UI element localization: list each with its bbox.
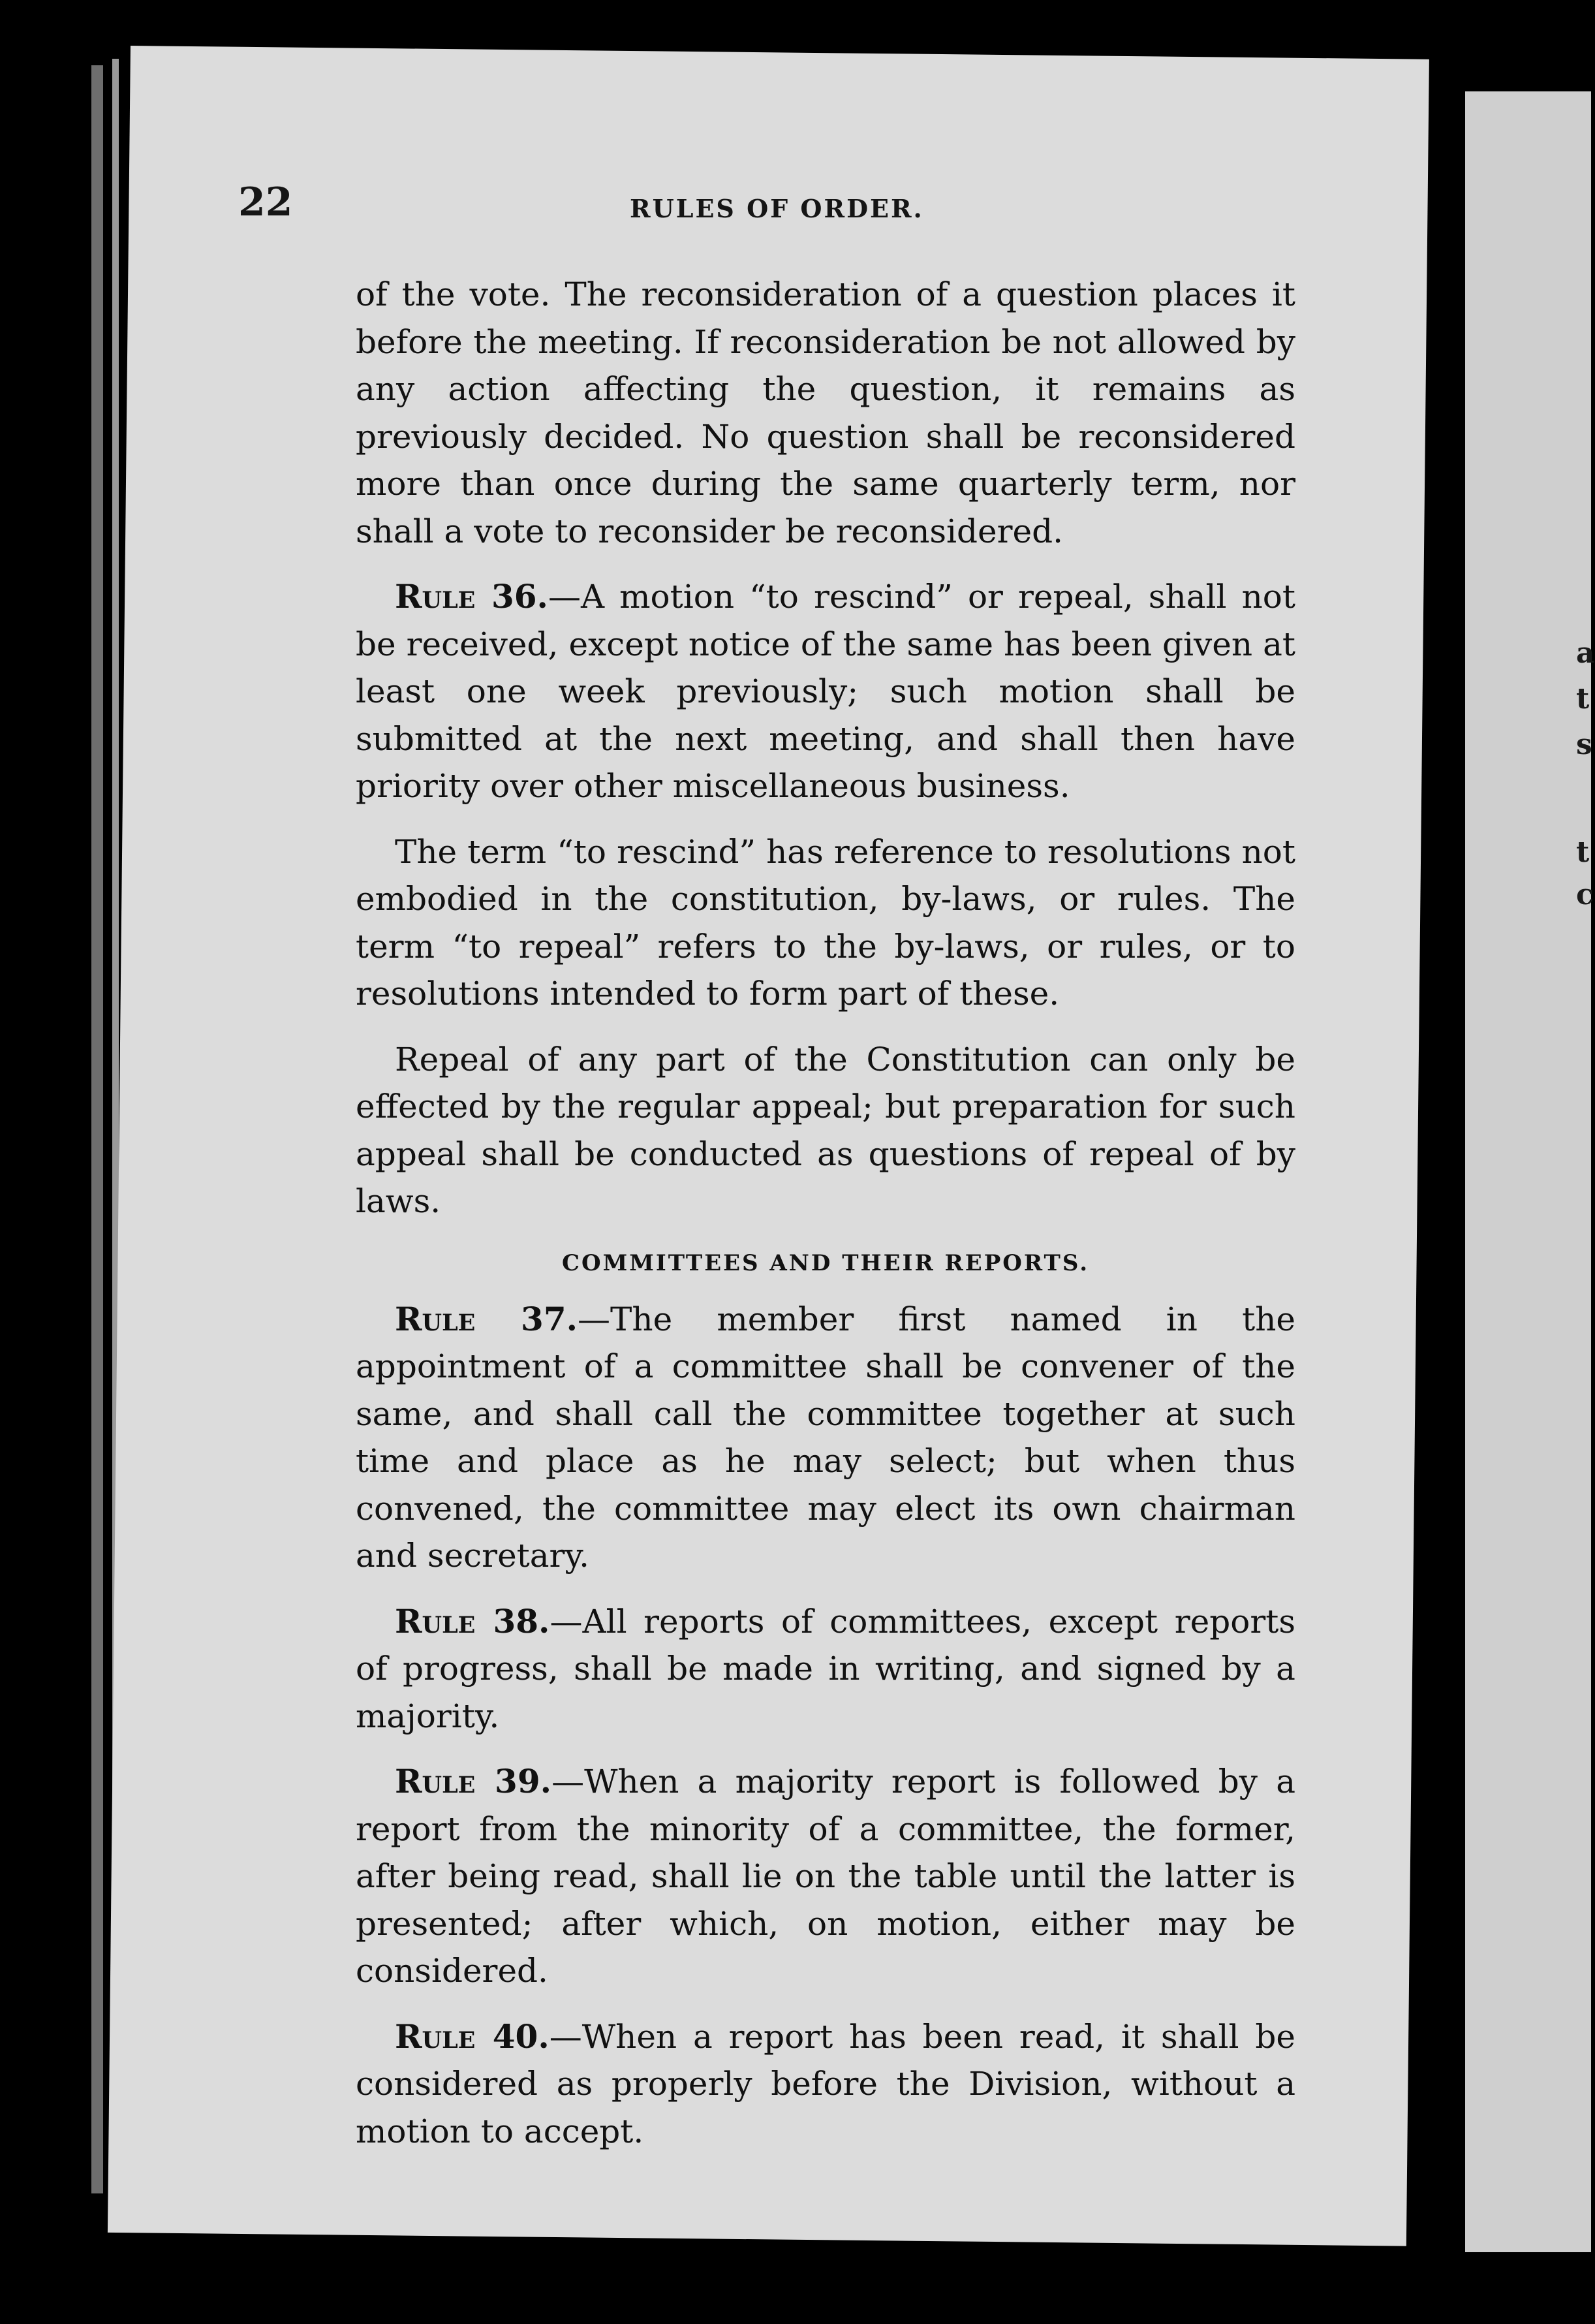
rule-36-label: Rule 36. [395, 577, 548, 616]
rule-40-text: —When a report has been read, it shall be considered as properly before the Division, without a motion to accept. [356, 2017, 1295, 2150]
rule-38-text: —All reports of committees, except reports of progress, shall be made in writing, and signed by a majority. [356, 1602, 1295, 1735]
adjacent-page-fragment: t [1576, 682, 1590, 715]
adjacent-page-fragment: t [1576, 836, 1590, 869]
adjacent-page [1465, 91, 1591, 2252]
rule-38 [356, 1598, 1295, 1740]
rule-37 [356, 1296, 1295, 1580]
rule-36 [356, 573, 1295, 810]
page-body [356, 271, 1295, 2173]
paragraph-rescind-term: The term “to rescind” has reference to resolutions not embodied in the constitution, by-laws, or rules. The term “to repeal” refers to the by-laws, or rules, or to resolutions intended to form part of these. [356, 832, 1295, 1013]
page-stack-edge [91, 65, 103, 2193]
rule-40 [356, 2013, 1295, 2156]
page-number: 22 [238, 180, 293, 225]
paragraph-repeal-constitution: Repeal of any part of the Constitution can only be effected by the regular appeal; but preparation for such appeal shall be conducted as questions of repeal of by laws. [356, 1040, 1295, 1220]
rule-37-text: —The member first named in the appointment of a committee shall be convener of the same, and shall call the committee together at such time and place as he may select; but when thus convened, the committee may elect its own chairman and secretary. [356, 1300, 1295, 1575]
adjacent-page-fragment: c [1576, 878, 1594, 911]
rule-39-label: Rule 39. [395, 1762, 552, 1800]
rule-38-label: Rule 38. [395, 1601, 550, 1641]
rule-39 [356, 1758, 1295, 1995]
rule-37-label: Rule 37. [395, 1299, 578, 1338]
rule-36-text: —A motion “to rescind” or repeal, shall not be received, except notice of the same has been given at least one week previously; such motion shall be submitted at the next meeting, and shall then have priority over other miscellaneous business. [356, 578, 1295, 805]
paragraph-continuation: of the vote. The reconsideration of a question places it before the meeting. If reconsideration be not allowed by any action affecting the question, it remains as previously decided. No question shall be reconsidered more than once during the same quarterly term, nor shall a vote to reconsider be reconsidered. [356, 275, 1295, 550]
running-head: RULES OF ORDER. [630, 194, 924, 223]
page-header [238, 180, 1309, 232]
adjacent-page-fragment: s [1576, 728, 1592, 761]
adjacent-page-fragment: a [1576, 636, 1595, 670]
section-heading: COMMITTEES AND THEIR REPORTS. [561, 1249, 1090, 1276]
rule-39-text: —When a majority report is followed by a report from the minority of a committee, the former, after being read, shall lie on the table until the latter is presented; after which, on motion, either may be considered. [356, 1763, 1296, 1990]
rule-40-label: Rule 40. [395, 2017, 550, 2056]
